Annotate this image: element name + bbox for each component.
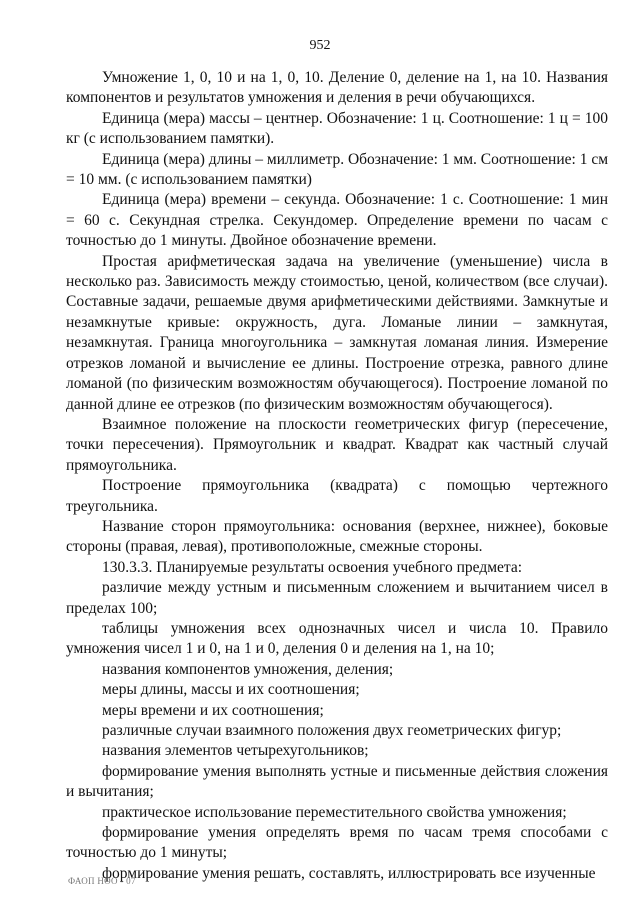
paragraph: Единица (мера) времени – секунда. Обозначение: 1 с. Соотношение: 1 мин = 60 с. Секундная стрелка. Секундомер. Определение времени по часам с точностью до 1 минуты. Двойное обозначение времени.	[66, 191, 608, 250]
list-item: меры длины, массы и их соотношения;	[102, 681, 360, 699]
list-item: таблицы умножения всех однозначных чисел и числа 10. Правило умножения чисел 1 и 0, на 1 и 0, деления 0 и деления на 1, на 10;	[66, 619, 608, 658]
list-item: названия элементов четырехугольников;	[102, 742, 369, 760]
footer-mark: ФАОП НОО - 07	[68, 876, 136, 886]
body-text	[66, 68, 608, 884]
paragraph: Умножение 1, 0, 10 и на 1, 0, 10. Деление 0, деление на 1, на 10. Названия компонентов и результатов умножения и деления в речи обучающихся.	[66, 69, 608, 107]
paragraph: Единица (мера) длины – миллиметр. Обозначение: 1 мм. Соотношение: 1 см = 10 мм. (с использованием памятки)	[66, 150, 609, 189]
list-item: меры времени и их соотношения;	[102, 701, 324, 719]
paragraph: Простая арифметическая задача на увеличение (уменьшение) числа в несколько раз. Зависимость между стоимостью, ценой, количеством (все случаи). Составные задачи, решаемые двумя арифметическими действиями. Замкнутые и незамкнутые кривые: окружность, дуга. Ломаные линии – замкнутая, незамкнутая. Граница многоугольника – замкнутая ломаная линия. Измерение отрезков ломаной и вычисление ее длины. Построение отрезка, равного длине ломаной (по физическим возможностям обучающегося). Построение ломаной по данной длине ее отрезков (по физическим возможностям обучающегося).	[66, 252, 608, 413]
list-item: различные случаи взаимного положения двух геометрических фигур;	[102, 722, 562, 739]
list-item: формирование умения решать, составлять, иллюстрировать все изученные	[102, 864, 596, 882]
paragraph: Название сторон прямоугольника: основания (верхнее, нижнее), боковые стороны (правая, левая), противоположные, смежные стороны.	[66, 517, 608, 556]
list-item: названия компонентов умножения, деления;	[102, 660, 394, 678]
paragraph: Единица (мера) массы – центнер. Обозначение: 1 ц. Соотношение: 1 ц = 100 кг (с использованием памятки).	[66, 109, 608, 148]
list-item: формирование умения выполнять устные и письменные действия сложения и вычитания;	[66, 762, 608, 801]
paragraph: Взаимное положение на плоскости геометрических фигур (пересечение, точки пересечения). Прямоугольник и квадрат. Квадрат как частный случай прямоугольника.	[66, 415, 608, 474]
list-item: различие между устным и письменным сложением и вычитанием чисел в пределах 100;	[66, 579, 608, 617]
list-item: практическое использование переместительного свойства умножения;	[102, 803, 567, 821]
section-heading: 130.3.3. Планируемые результаты освоения учебного предмета:	[102, 558, 523, 576]
list-item: формирование умения определять время по часам тремя способами с точностью до 1 минуты;	[66, 824, 608, 862]
page-number: 952	[309, 38, 331, 53]
paragraph: Построение прямоугольника (квадрата) с помощью чертежного треугольника.	[66, 477, 608, 515]
